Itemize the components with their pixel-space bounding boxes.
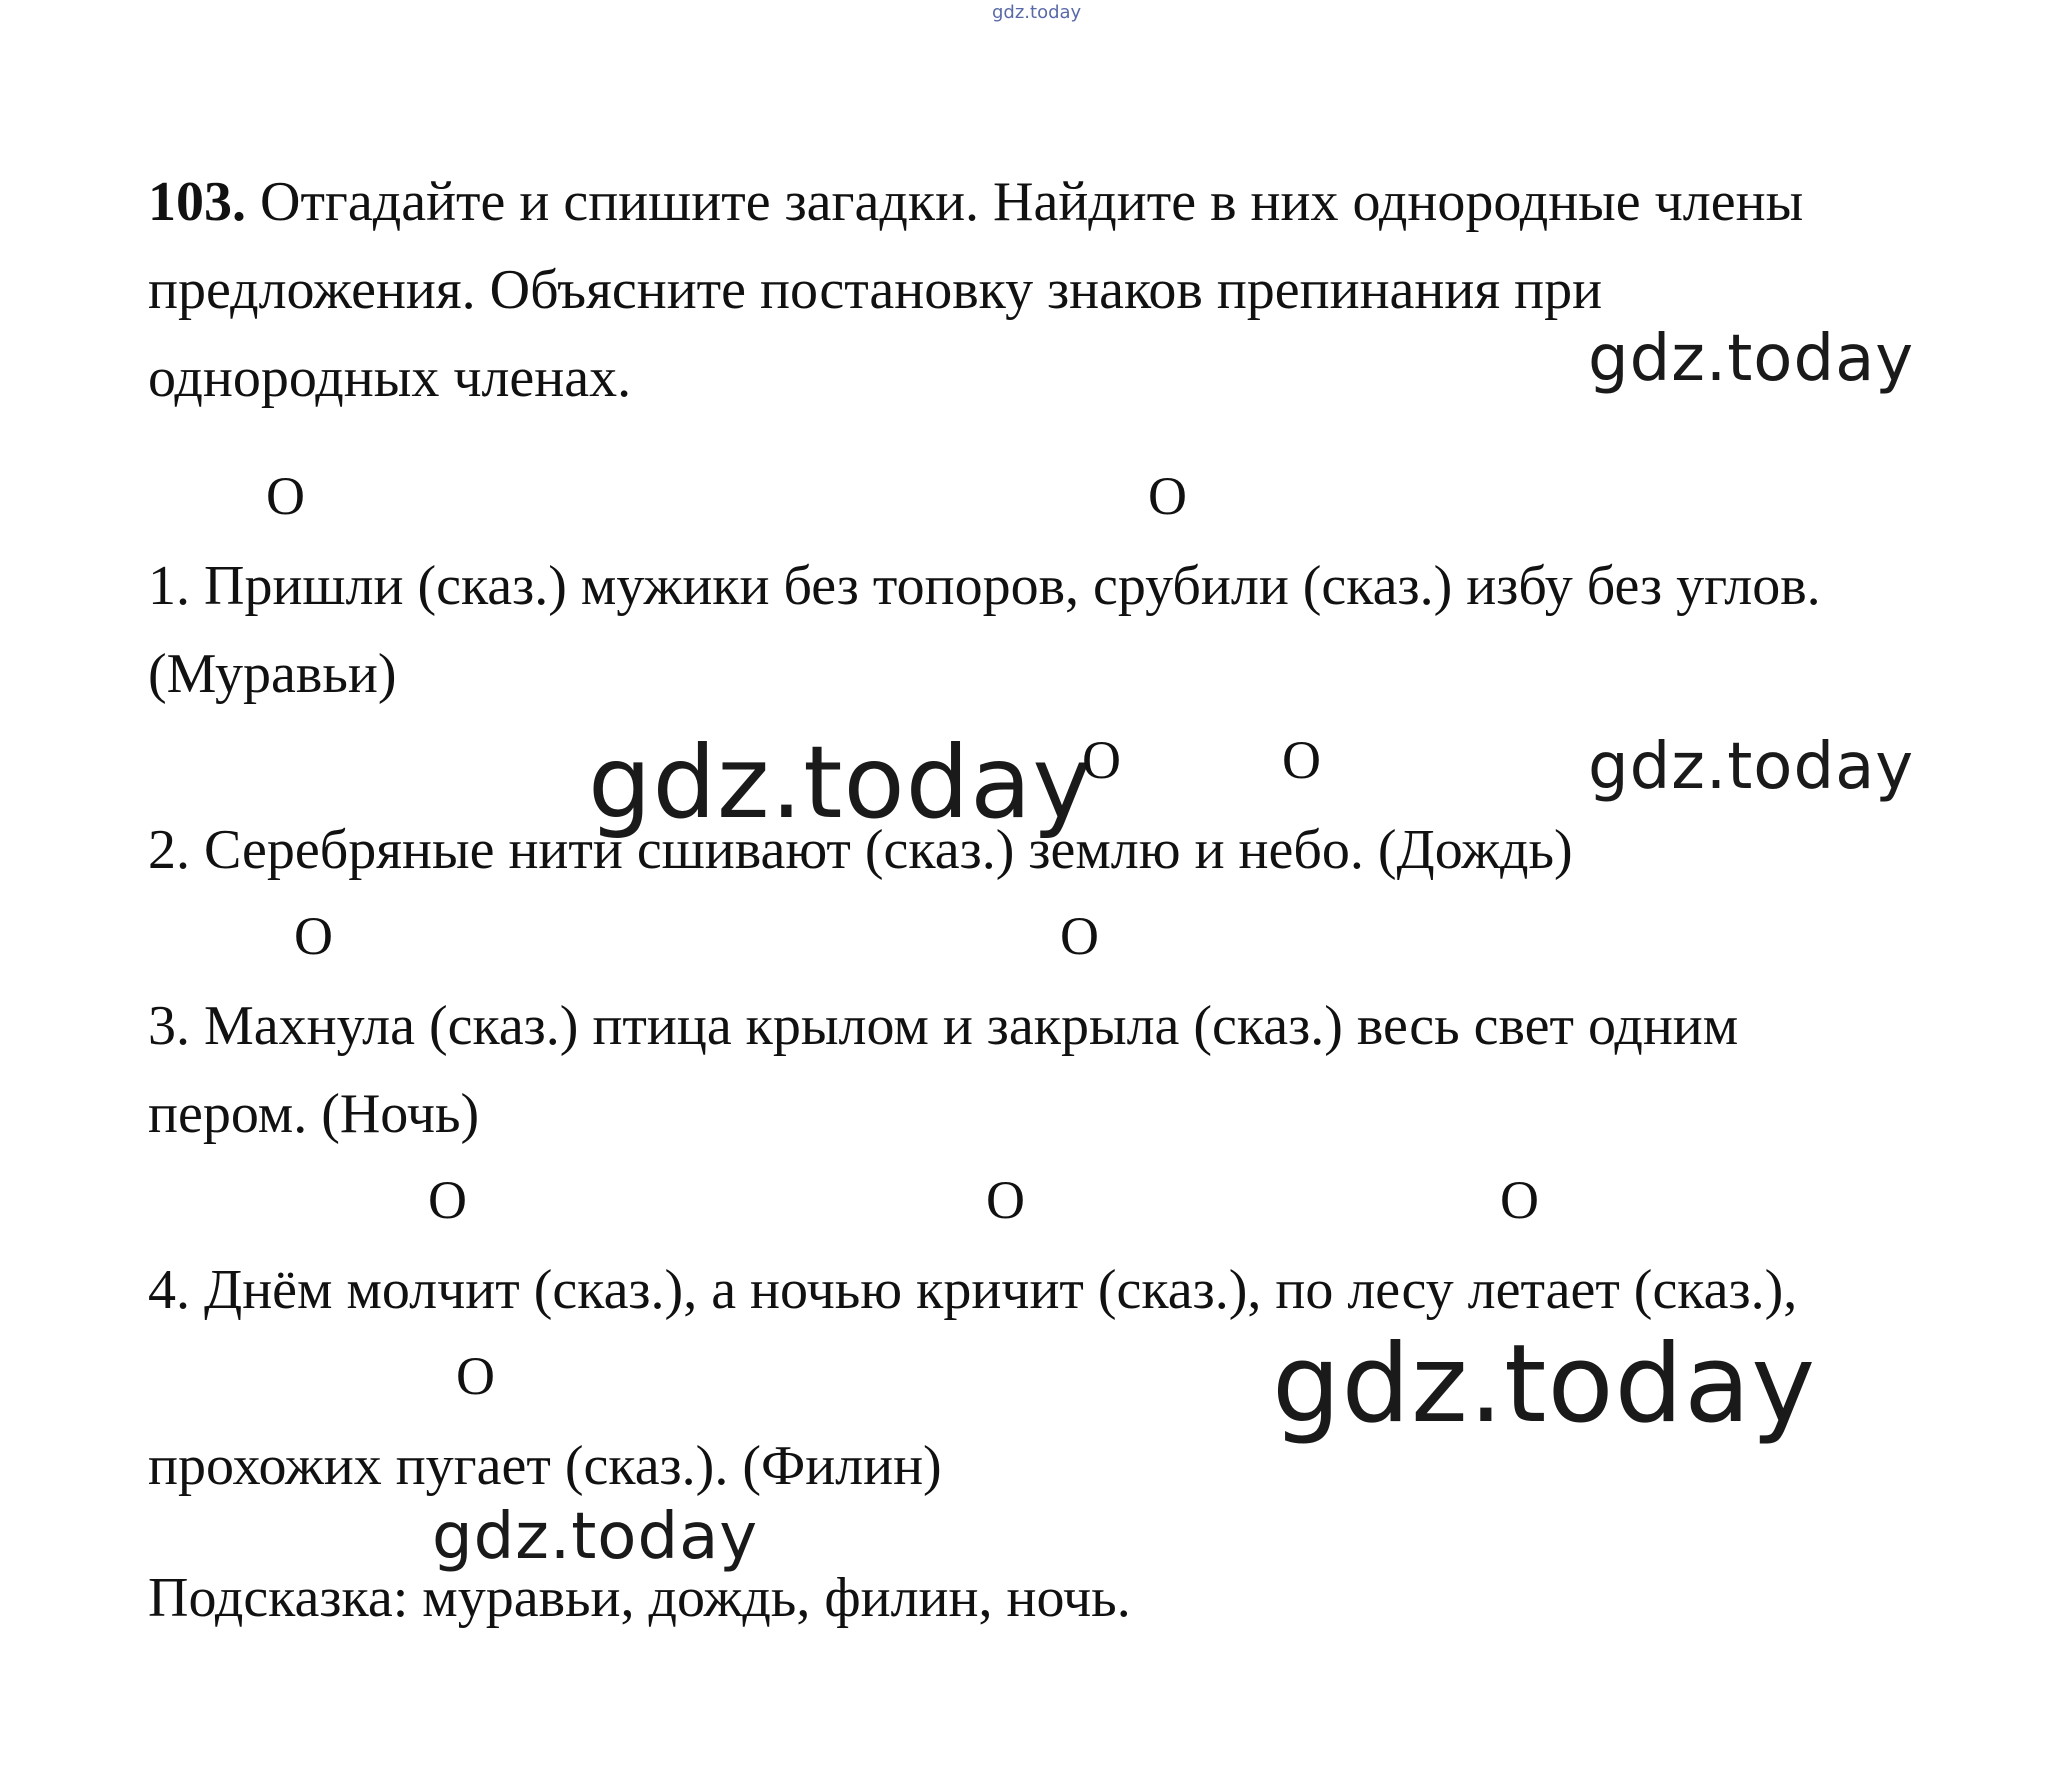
riddle-4-line-2: прохожих пугает (сказ.). (Филин) xyxy=(148,1435,942,1497)
riddle-1-line-2: (Муравьи) xyxy=(148,643,397,705)
task-text-1: Отгадайте и спишите загадки. Найдите в них однородные члены xyxy=(260,171,1804,233)
watermark: gdz.today xyxy=(1588,322,1915,396)
homogeneous-marker: О xyxy=(1060,906,1099,966)
watermark: gdz.today xyxy=(588,724,1093,841)
homogeneous-marker: О xyxy=(266,466,305,526)
homogeneous-marker: О xyxy=(1282,730,1321,790)
homogeneous-marker: О xyxy=(428,1170,467,1230)
task-line-2: предложения. Объясните постановку знаков препинания при xyxy=(148,259,1603,321)
hint-line: Подсказка: муравьи, дождь, филин, ночь. xyxy=(148,1567,1131,1629)
homogeneous-marker: О xyxy=(294,906,333,966)
task-number: 103. xyxy=(148,171,246,233)
watermark: gdz.today xyxy=(1588,730,1915,804)
riddle-3-line-1: 3. Махнула (сказ.) птица крылом и закрыла (сказ.) весь свет одним xyxy=(148,995,1739,1057)
homogeneous-marker: О xyxy=(986,1170,1025,1230)
homogeneous-marker: О xyxy=(1082,730,1121,790)
watermark: gdz.today xyxy=(1272,1322,1817,1447)
watermark: gdz.today xyxy=(432,1500,759,1574)
homogeneous-marker: О xyxy=(456,1346,495,1406)
homogeneous-marker: О xyxy=(1500,1170,1539,1230)
riddle-3-line-2: пером. (Ночь) xyxy=(148,1083,480,1145)
riddle-1-line-1: 1. Пришли (сказ.) мужики без топоров, срубили (сказ.) избу без углов. xyxy=(148,555,1821,617)
watermark-top: gdz.today xyxy=(992,2,1082,23)
task-line-1 xyxy=(148,170,1803,234)
task-line-3: однородных членах. xyxy=(148,347,632,409)
riddle-2-line-1: 2. Серебряные нити сшивают (сказ.) землю и небо. (Дождь) xyxy=(148,819,1573,881)
homogeneous-marker: О xyxy=(1148,466,1187,526)
riddle-4-line-1: 4. Днём молчит (сказ.), а ночью кричит (сказ.), по лесу летает (сказ.), xyxy=(148,1259,1798,1321)
